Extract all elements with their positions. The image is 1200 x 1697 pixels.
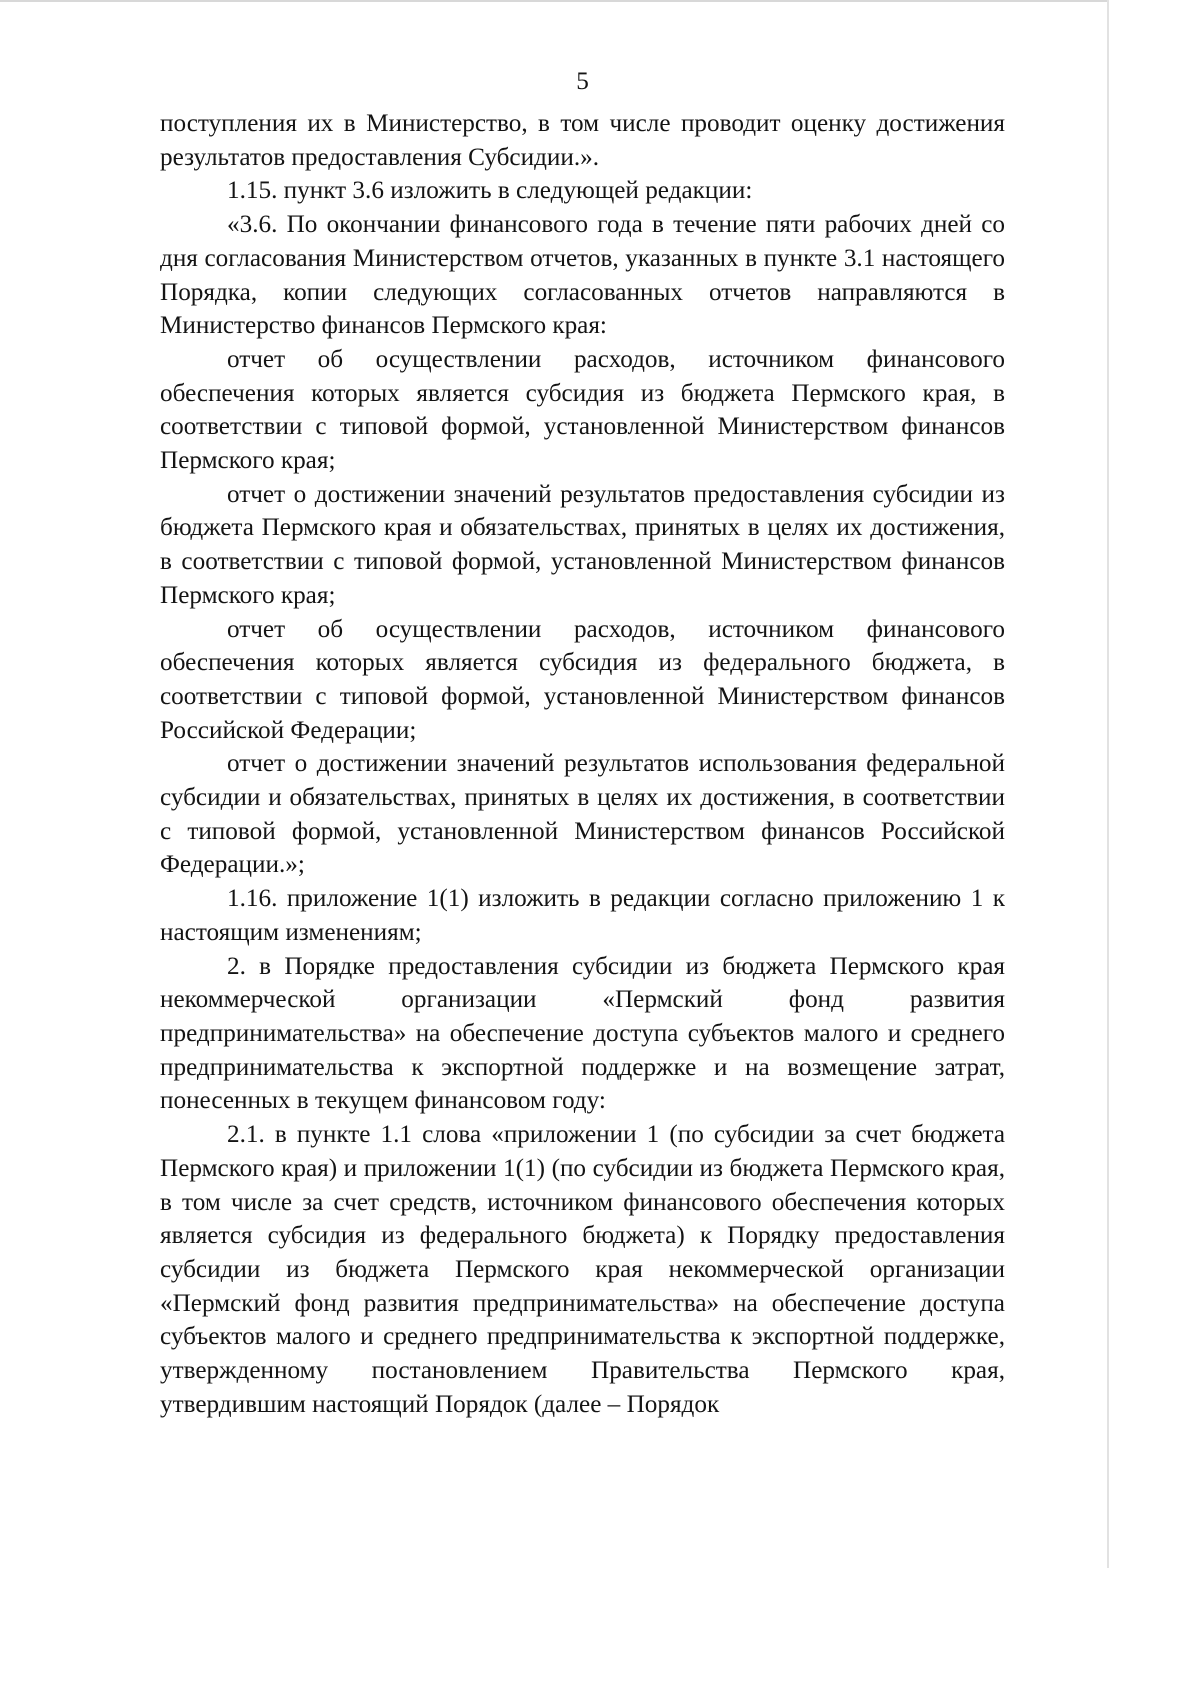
paragraph-item-2-1: 2.1. в пункте 1.1 слова «приложении 1 (по субсидии за счет бюджета Пермского края) и приложении 1(1) (по субсидии из бюджета Пермского края, в том числе за счет средств, источником финансового обеспечения которых является субсидия из федерального бюджета) к Порядку предоставления субсидии из бюджета Пермского края некоммерческой организации «Пермский фонд развития предпринимательства» на обеспечение доступа субъектов малого и среднего предпринимательства к экспортной поддержке, утвержденному постановлением Правительства Пермского края, утвердившим настоящий Порядок (далее – Порядок [160, 1121, 1005, 1418]
scan-edge-right [1107, 0, 1109, 1568]
paragraph-item-3-6: «3.6. По окончании финансового года в течение пяти рабочих дней со дня согласования Министерством отчетов, указанных в пункте 3.1 настоящего Порядка, копии следующих согласованных отчетов направляются в Министерство финансов Пермского края: [160, 211, 1005, 340]
paragraph-report-expenses-federal: отчет об осуществлении расходов, источником финансового обеспечения которых является субсидия из федерального бюджета, в соответствии с типовой формой, установленной Министерством финансов Российской Федерации; [160, 615, 1005, 744]
paragraph-report-expenses-regional: отчет об осуществлении расходов, источником финансового обеспечения которых является субсидия из бюджета Пермского края, в соответствии с типовой формой, установленной Министерством финансов Пермского края; [160, 345, 1005, 475]
paragraph-report-results-regional: отчет о достижении значений результатов предоставления субсидии из бюджета Пермского края и обязательствах, принятых в целях их достижения, в соответствии с типовой формой, установленной Министерством финансов Пермского края; [160, 480, 1005, 609]
document-page [160, 64, 1005, 1421]
paragraph-item-1-15: 1.15. пункт 3.6 изложить в следующей редакции: [227, 177, 753, 205]
paragraph-item-1-16: 1.16. приложение 1(1) изложить в редакции согласно приложению 1 к настоящим изменениям; [160, 885, 1005, 946]
scan-edge-top [0, 0, 1109, 2]
page-number: 5 [576, 68, 589, 95]
paragraph-continuation: поступления их в Министерство, в том числе проводит оценку достижения результатов предоставления Субсидии.». [160, 110, 1005, 171]
paragraph-report-results-federal: отчет о достижении значений результатов использования федеральной субсидии и обязательствах, принятых в целях их достижения, в соответствии с типовой формой, установленной Министерством финансов Российской Федерации.»; [160, 750, 1005, 879]
paragraph-item-2: 2. в Порядке предоставления субсидии из бюджета Пермского края некоммерческой организации «Пермский фонд развития предпринимательства» на обеспечение доступа субъектов малого и среднего предпринимательства к экспортной поддержке и на возмещение затрат, понесенных в текущем финансовом году: [160, 952, 1005, 1115]
